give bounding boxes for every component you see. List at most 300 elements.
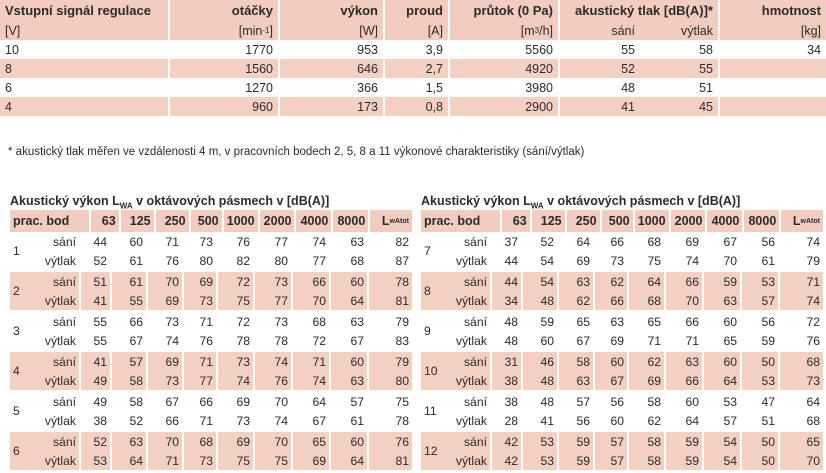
spec-cell: 2900 — [450, 97, 560, 116]
octave-cell: 75 — [629, 251, 666, 270]
octave-cell: 76 — [218, 232, 255, 251]
octave-cell: 60 — [666, 392, 704, 411]
spec-cell: 41 — [621, 99, 635, 114]
octave-cell: 48 — [523, 392, 559, 411]
octave-header-band: 250 — [156, 210, 191, 232]
octave-cell: 63 — [331, 312, 369, 331]
octave-point: 5 — [13, 404, 20, 418]
octave-row-label: sání — [35, 312, 81, 331]
octave-rows — [35, 312, 412, 350]
octave-cell: 64 — [559, 232, 595, 251]
octave-header-band: 63 — [502, 210, 532, 232]
octave-cell: 65 — [629, 312, 666, 331]
octave-cell: 70 — [255, 392, 293, 411]
octave-group — [10, 232, 412, 270]
octave-cell: 68 — [806, 354, 820, 369]
octave-header-band: 125 — [532, 210, 567, 232]
octave-header-left — [10, 210, 412, 232]
octave-cell: 68 — [331, 251, 369, 270]
octave-cell: 63 — [666, 352, 704, 371]
octave-cell: 50 — [742, 451, 780, 470]
octave-cell: 62 — [559, 291, 595, 310]
spec-cell: 0,8 — [385, 97, 450, 116]
octave-cell: 78 — [395, 413, 409, 428]
octave-cell: 53 — [742, 371, 780, 390]
octave-cell: 60 — [331, 352, 369, 371]
spec-cell: 58 — [640, 40, 720, 59]
spec-cell: 10 — [0, 40, 170, 59]
fan-spec-table — [0, 0, 826, 116]
octave-row-intake — [35, 232, 412, 251]
octave-cell: 70 — [148, 272, 184, 291]
spec-cell: 173 — [280, 97, 385, 116]
octave-row-intake — [35, 352, 412, 371]
unit-flow-exp: 3 — [534, 26, 540, 35]
octave-cell: 63 — [704, 291, 742, 310]
spec-cell: 3,9 — [385, 40, 450, 59]
octave-title-left — [10, 192, 412, 210]
octave-row-exhaust — [446, 371, 823, 390]
octave-cell: 58 — [629, 451, 666, 470]
octave-cell: 78 — [395, 274, 409, 289]
octave-cell: 68 — [293, 312, 331, 331]
octave-cell: 59 — [666, 451, 704, 470]
octave-header-band: 250 — [567, 210, 602, 232]
octave-cell: 57 — [112, 352, 148, 371]
octave-row-label: sání — [446, 352, 492, 371]
octave-cell: 74 — [666, 251, 704, 270]
spec-cell: 48 — [621, 80, 635, 95]
octave-cell: 53 — [704, 392, 742, 411]
octave-cell: 69 — [559, 251, 595, 270]
octave-cell: 71 — [184, 352, 218, 371]
octave-cell: 80 — [184, 251, 218, 270]
octave-cell: 42 — [492, 451, 523, 470]
octave-header-band: 2000 — [671, 210, 708, 232]
spec-cell: 366 — [280, 78, 385, 97]
octave-cell: 74 — [293, 232, 331, 251]
octave-cell: 79 — [395, 354, 409, 369]
octave-point: 8 — [424, 284, 431, 298]
footnote: * akustický tlak měřen ve vzdálenosti 4 m, v pracovních bodech 2, 5, 8 a 11 výkonové charakteristiky (sání/výtlak) — [8, 146, 585, 158]
octave-cell: 59 — [559, 451, 595, 470]
header-current: proud — [385, 0, 450, 21]
header-signal: Vstupní signál regulace — [0, 0, 170, 21]
octave-group — [10, 350, 412, 390]
octave-cell: 81 — [395, 293, 409, 308]
octave-point: 12 — [424, 444, 438, 458]
octave-point: 10 — [424, 364, 438, 378]
octave-cell: 31 — [492, 352, 523, 371]
octave-row-label: sání — [35, 272, 81, 291]
octave-cell: 74 — [255, 352, 293, 371]
octave-cell: 64 — [806, 394, 820, 409]
octave-row-exhaust — [35, 451, 412, 470]
octave-title-sub: WA — [119, 201, 133, 211]
octave-cell: 60 — [331, 272, 369, 291]
octave-cell: 62 — [629, 352, 666, 371]
octave-cell: 73 — [255, 272, 293, 291]
octave-cell: 66 — [184, 392, 218, 411]
octave-cell: 41 — [523, 411, 559, 430]
octave-cell: 72 — [293, 331, 331, 350]
octave-cell: 65 — [293, 432, 331, 451]
octave-point: 11 — [424, 404, 437, 418]
octave-cell: 66 — [666, 371, 704, 390]
octave-cell: 64 — [293, 392, 331, 411]
octave-cell: 62 — [629, 411, 666, 430]
octave-cell: 74 — [148, 331, 184, 350]
octave-header-band: 8000 — [744, 210, 781, 232]
octave-header-band: 4000 — [296, 210, 333, 232]
spec-header-row — [0, 0, 826, 21]
octave-cell: 53 — [523, 451, 559, 470]
octave-table-left — [10, 192, 412, 470]
octave-cell: 73 — [148, 312, 184, 331]
octave-cell: 41 — [81, 291, 112, 310]
octave-row-label: sání — [446, 232, 492, 251]
octave-row-label: sání — [35, 352, 81, 371]
octave-group — [10, 390, 412, 430]
spec-cell: 51 — [640, 78, 720, 97]
octave-cell: 47 — [742, 392, 780, 411]
octave-cell: 56 — [742, 232, 780, 251]
octave-cell: 56 — [742, 312, 780, 331]
octave-title-text: Akustický výkon L — [10, 194, 120, 208]
octave-row-exhaust — [35, 251, 412, 270]
octave-cell: 71 — [184, 312, 218, 331]
octave-cell: 63 — [559, 272, 595, 291]
octave-group — [10, 270, 412, 310]
octave-cell: 69 — [218, 392, 255, 411]
octave-row-intake — [446, 232, 823, 251]
octave-cell: 75 — [255, 451, 293, 470]
octave-cell: 57 — [331, 392, 369, 411]
spec-units-row — [0, 21, 826, 40]
octave-cell: 44 — [81, 232, 112, 251]
spec-cell: 646 — [280, 59, 385, 78]
octave-cell: 79 — [806, 253, 820, 268]
octave-row-label: sání — [446, 312, 492, 331]
octave-group — [10, 430, 412, 470]
octave-rows — [446, 352, 823, 390]
octave-row-label: výtlak — [35, 251, 81, 270]
octave-cell: 59 — [559, 432, 595, 451]
spec-cell: 45 — [640, 97, 720, 116]
octave-row-label: sání — [446, 432, 492, 451]
octave-cell: 38 — [492, 392, 523, 411]
spec-cell: 55 — [621, 42, 635, 57]
octave-header-total-sub: wAtot — [389, 217, 409, 225]
spec-cell: 1,5 — [385, 78, 450, 97]
octave-title-right — [421, 192, 823, 210]
octave-row-label: sání — [35, 392, 81, 411]
spec-cell: 4920 — [450, 59, 560, 78]
octave-point: 6 — [13, 444, 20, 458]
octave-cell: 56 — [595, 392, 629, 411]
octave-row-exhaust — [446, 451, 823, 470]
octave-cell: 82 — [395, 234, 409, 249]
octave-cell: 63 — [331, 371, 369, 390]
octave-group — [10, 310, 412, 350]
octave-row-label: výtlak — [446, 411, 492, 430]
octave-cell: 49 — [81, 392, 112, 411]
spec-cell: 1770 — [170, 40, 280, 59]
octave-point: 7 — [424, 244, 431, 258]
octave-cell: 60 — [595, 411, 629, 430]
octave-cell: 67 — [148, 392, 184, 411]
octave-row-label: sání — [446, 392, 492, 411]
octave-cell: 57 — [704, 411, 742, 430]
unit-weight: [kg] — [800, 23, 821, 38]
octave-row-label: výtlak — [35, 371, 81, 390]
octave-cell: 61 — [112, 251, 148, 270]
octave-cell: 79 — [395, 314, 409, 329]
unit-speed: [min -1 ] — [170, 21, 280, 40]
octave-row-intake — [35, 432, 412, 451]
octave-cell: 37 — [492, 232, 523, 251]
octave-cell: 64 — [704, 371, 742, 390]
octave-header-band: 1000 — [635, 210, 671, 232]
octave-cell: 75 — [218, 291, 255, 310]
octave-cell: 66 — [112, 312, 148, 331]
octave-row-exhaust — [446, 291, 823, 310]
octave-cell: 73 — [595, 251, 629, 270]
octave-cell: 51 — [81, 272, 112, 291]
octave-row-label: sání — [35, 432, 81, 451]
octave-header-right — [421, 210, 823, 232]
octave-header-band: 500 — [191, 210, 224, 232]
octave-title-rest: v oktávových pásmech v [dB(A)] — [132, 194, 330, 208]
octave-cell: 76 — [806, 333, 820, 348]
octave-cell: 81 — [395, 453, 409, 468]
octave-cell: 48 — [523, 291, 559, 310]
octave-cell: 83 — [395, 333, 409, 348]
octave-cell: 44 — [492, 251, 523, 270]
spec-cell: 52 — [621, 61, 635, 76]
octave-cell: 60 — [704, 352, 742, 371]
octave-row-label: výtlak — [446, 451, 492, 470]
spec-cell: 1270 — [170, 78, 280, 97]
octave-rows — [35, 232, 412, 270]
octave-row-intake — [35, 272, 412, 291]
octave-cell: 71 — [148, 451, 184, 470]
octave-row-exhaust — [35, 291, 412, 310]
octave-cell: 73 — [218, 411, 255, 430]
octave-cell: 55 — [112, 291, 148, 310]
octave-cell: 46 — [523, 352, 559, 371]
octave-cell: 80 — [255, 251, 293, 270]
octave-point: 1 — [13, 244, 20, 258]
octave-row-label: výtlak — [446, 331, 492, 350]
octave-cell: 69 — [595, 331, 629, 350]
octave-cell: 77 — [293, 251, 331, 270]
octave-cell: 55 — [81, 312, 112, 331]
octave-cell: 74 — [293, 371, 331, 390]
octave-cell: 60 — [595, 352, 629, 371]
octave-row-label: sání — [446, 272, 492, 291]
octave-cell: 52 — [112, 411, 148, 430]
octave-header-band: 8000 — [333, 210, 370, 232]
octave-header-band: 4000 — [707, 210, 744, 232]
octave-cell: 67 — [704, 232, 742, 251]
unit-current: [A] — [385, 21, 450, 40]
octave-cell: 54 — [704, 451, 742, 470]
octave-cell: 70 — [704, 251, 742, 270]
octave-row-label: výtlak — [446, 251, 492, 270]
spec-cell: 5560 — [450, 40, 560, 59]
octave-cell: 53 — [523, 432, 559, 451]
octave-header-total-sub: wAtot — [800, 217, 820, 225]
octave-group — [421, 232, 823, 270]
octave-header-band: 500 — [602, 210, 635, 232]
octave-cell: 58 — [559, 352, 595, 371]
octave-cell: 72 — [218, 272, 255, 291]
octave-cell: 48 — [523, 371, 559, 390]
octave-cell: 78 — [218, 331, 255, 350]
octave-row-exhaust — [446, 331, 823, 350]
octave-cell: 69 — [148, 352, 184, 371]
octave-title-sub: WA — [530, 201, 544, 211]
octave-cell: 63 — [559, 371, 595, 390]
octave-cell: 57 — [595, 432, 629, 451]
octave-rows — [446, 232, 823, 270]
octave-header-band: 2000 — [260, 210, 297, 232]
octave-cell: 52 — [81, 432, 112, 451]
octave-cell: 66 — [293, 272, 331, 291]
octave-cell: 70 — [148, 432, 184, 451]
octave-cell: 70 — [293, 291, 331, 310]
octave-cell: 41 — [81, 352, 112, 371]
octave-body-left — [10, 232, 412, 470]
octave-cell: 51 — [742, 411, 780, 430]
octave-row-intake — [446, 352, 823, 371]
octave-cell: 77 — [255, 291, 293, 310]
octave-cell: 76 — [395, 434, 409, 449]
octave-cell: 55 — [81, 331, 112, 350]
spec-row — [0, 59, 826, 78]
octave-header-band: 63 — [91, 210, 121, 232]
octave-title-rest: v oktávových pásmech v [dB(A)] — [543, 194, 741, 208]
octave-cell: 80 — [395, 373, 409, 388]
octave-row-intake — [446, 392, 823, 411]
spec-cell: 953 — [280, 40, 385, 59]
octave-cell: 70 — [666, 291, 704, 310]
octave-cell: 52 — [523, 232, 559, 251]
octave-header-band: 1000 — [224, 210, 260, 232]
octave-cell: 74 — [806, 234, 820, 249]
spec-cell: 960 — [170, 97, 280, 116]
octave-cell: 28 — [492, 411, 523, 430]
unit-flow: [m 3 /h] — [450, 21, 560, 40]
unit-power: [W] — [280, 21, 385, 40]
octave-cell: 48 — [492, 312, 523, 331]
octave-row-exhaust — [35, 411, 412, 430]
octave-row-exhaust — [446, 411, 823, 430]
octave-cell: 69 — [218, 432, 255, 451]
spec-rows — [0, 40, 826, 116]
octave-cell: 75 — [218, 451, 255, 470]
header-speed: otáčky — [170, 0, 280, 21]
octave-cell: 64 — [666, 411, 704, 430]
octave-title-text: Akustický výkon L — [421, 194, 531, 208]
octave-cell: 87 — [395, 253, 409, 268]
octave-group — [421, 390, 823, 430]
octave-cell: 61 — [742, 251, 780, 270]
spec-cell: 55 — [640, 59, 720, 78]
octave-row-label: výtlak — [446, 291, 492, 310]
octave-header-total: L wAtot — [381, 214, 409, 228]
octave-header-point: prac. bod — [421, 210, 502, 232]
octave-cell: 75 — [395, 394, 409, 409]
octave-cell: 71 — [806, 274, 820, 289]
octave-group — [421, 270, 823, 310]
octave-cell: 59 — [666, 432, 704, 451]
octave-cell: 58 — [112, 371, 148, 390]
spec-cell: 34 — [807, 42, 821, 57]
spec-row — [0, 78, 826, 97]
octave-cell: 63 — [112, 432, 148, 451]
octave-cell: 49 — [81, 371, 112, 390]
octave-cell: 77 — [184, 371, 218, 390]
unit-signal: [V] — [0, 21, 170, 40]
octave-cell: 69 — [293, 451, 331, 470]
octave-row-exhaust — [35, 331, 412, 350]
octave-group — [421, 350, 823, 390]
octave-rows — [446, 272, 823, 310]
octave-cell: 60 — [523, 331, 559, 350]
unit-exhaust: výtlak — [640, 21, 720, 40]
octave-cell: 44 — [492, 272, 523, 291]
octave-cell: 78 — [255, 331, 293, 350]
octave-cell: 54 — [523, 272, 559, 291]
octave-cell: 68 — [806, 413, 820, 428]
octave-cell: 72 — [806, 314, 820, 329]
octave-cell: 76 — [184, 331, 218, 350]
octave-cell: 69 — [148, 291, 184, 310]
octave-cell: 64 — [331, 291, 369, 310]
octave-table-right — [421, 192, 823, 470]
octave-cell: 66 — [148, 411, 184, 430]
octave-cell: 64 — [112, 451, 148, 470]
octave-cell: 58 — [629, 392, 666, 411]
octave-cell: 59 — [523, 312, 559, 331]
octave-cell: 57 — [742, 291, 780, 310]
octave-header-total: L wAtot — [792, 214, 820, 228]
octave-row-label: výtlak — [35, 411, 81, 430]
octave-cell: 69 — [629, 371, 666, 390]
octave-row-exhaust — [446, 251, 823, 270]
octave-cell: 64 — [331, 451, 369, 470]
octave-row-label: výtlak — [446, 371, 492, 390]
octave-row-exhaust — [35, 371, 412, 390]
octave-row-label: výtlak — [35, 291, 81, 310]
octave-cell: 61 — [112, 272, 148, 291]
octave-cell: 73 — [184, 451, 218, 470]
octave-cell: 68 — [184, 432, 218, 451]
octave-group — [421, 310, 823, 350]
octave-cell: 69 — [666, 232, 704, 251]
octave-cell: 73 — [184, 232, 218, 251]
unit-speed-exp: -1 — [262, 26, 270, 35]
octave-cell: 65 — [559, 312, 595, 331]
octave-header-band: 125 — [121, 210, 156, 232]
octave-cell: 74 — [806, 293, 820, 308]
octave-cell: 58 — [112, 392, 148, 411]
octave-cell: 73 — [806, 373, 820, 388]
octave-cell: 48 — [492, 331, 523, 350]
octave-cell: 67 — [112, 331, 148, 350]
